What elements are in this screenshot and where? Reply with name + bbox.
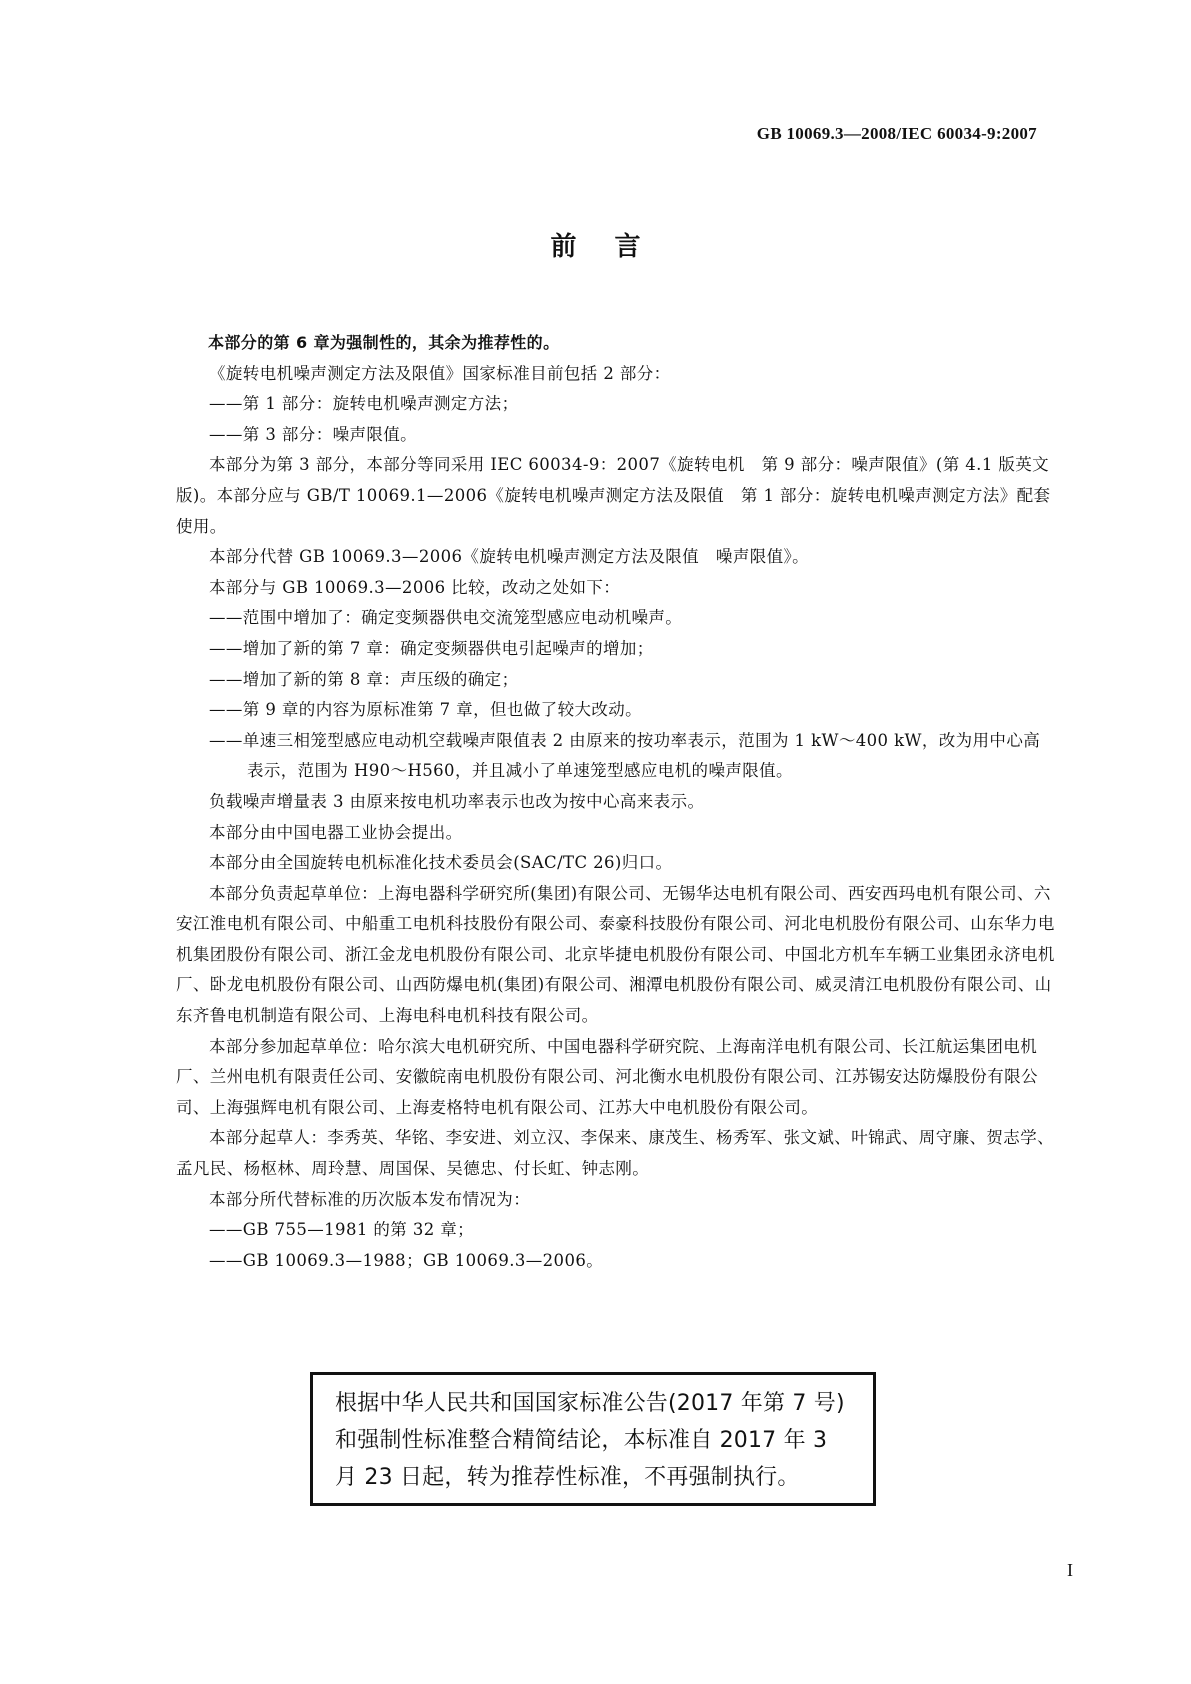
foreword-body xyxy=(176,328,1056,1276)
page-title: 前言 xyxy=(550,232,679,262)
paragraph: 本部分代替 GB 10069.3—2006《旋转电机噪声测定方法及限值 噪声限值》。 xyxy=(209,547,810,567)
paragraph: 本部分与 GB 10069.3—2006 比较，改动之处如下： xyxy=(209,577,621,597)
paragraph: 本部分起草人：李秀英、华铭、李安进、刘立汉、李保来、康茂生、杨秀军、张文斌、叶锦武、周守廉、贺志学、孟凡民、杨枢林、周玲慧、周国保、吴德忠、付长虹、钟志刚。 xyxy=(176,1128,1054,1179)
paragraph: 本部分的第 6 章为强制性的，其余为推荐性的。 xyxy=(208,333,560,352)
list-item: ——第 1 部分：旋转电机噪声测定方法； xyxy=(209,394,519,414)
list-item: ——范围中增加了：确定变频器供电交流笼型感应电动机噪声。 xyxy=(209,608,683,628)
list-item: ——增加了新的第 7 章：确定变频器供电引起噪声的增加； xyxy=(209,638,654,658)
paragraph: 本部分参加起草单位：哈尔滨大电机研究所、中国电器科学研究院、上海南洋电机有限公司、长江航运集团电机厂、兰州电机有限责任公司、安徽皖南电机股份有限公司、河北衡水电机股份有限公司、江苏锡安达防爆股份有限公司、上海强辉电机有限公司、上海麦格特电机有限公司、江苏大中电机股份有限公司。 xyxy=(176,1036,1038,1117)
paragraph: 本部分所代替标准的历次版本发布情况为： xyxy=(209,1189,531,1209)
list-item: ——第 3 部分：噪声限值。 xyxy=(209,424,418,444)
list-item: ——单速三相笼型感应电动机空载噪声限值表 2 由原来的按功率表示，范围为 1 kW～400 kW，改为用中心高表示，范围为 H90～H560，并且减小了单速笼型感应电机的噪声限值。 xyxy=(209,730,1041,781)
paragraph: 本部分由全国旋转电机标准化技术委员会(SAC/TC 26)归口。 xyxy=(209,853,673,873)
paragraph: 《旋转电机噪声测定方法及限值》国家标准目前包括 2 部分： xyxy=(209,363,671,383)
page-number: I xyxy=(1067,1560,1073,1580)
paragraph: 负载噪声增量表 3 由原来按电机功率表示也改为按中心高来表示。 xyxy=(209,791,705,811)
paragraph: 本部分负责起草单位：上海电器科学研究所(集团)有限公司、无锡华达电机有限公司、西安西玛电机有限公司、六安江淮电机有限公司、中船重工电机科技股份有限公司、泰豪科技股份有限公司、河北电机股份有限公司、山东华力电机集团股份有限公司、浙江金龙电机股份有限公司、北京毕捷电机股份有限公司、中国北方机车车辆工业集团永济电机厂、卧龙电机股份有限公司、山西防爆电机(集团)有限公司、湘潭电机股份有限公司、威灵清江电机股份有限公司、山东齐鲁电机制造有限公司、上海电科电机科技有限公司。 xyxy=(176,883,1055,1026)
paragraph: 本部分由中国电器工业协会提出。 xyxy=(209,822,463,842)
paragraph: 本部分为第 3 部分，本部分等同采用 IEC 60034-9：2007《旋转电机 第 9 部分：噪声限值》(第 4.1 版英文版)。本部分应与 GB/T 10069.1—2006《旋转电机噪声测定方法及限值 第 1 部分：旋转电机噪声测定方法》配套使用。 xyxy=(176,455,1051,536)
list-item: ——第 9 章的内容为原标准第 7 章，但也做了较大改动。 xyxy=(209,700,643,720)
list-item: ——GB 755—1981 的第 32 章； xyxy=(209,1220,475,1240)
list-item: ——增加了新的第 8 章：声压级的确定； xyxy=(209,669,519,689)
notice-box: 根据中华人民共和国国家标准公告(2017 年第 7 号)和强制性标准整合精简结论，本标准自 2017 年 3 月 23 日起，转为推荐性标准，不再强制执行。 xyxy=(310,1372,876,1506)
list-item: ——GB 10069.3—1988；GB 10069.3—2006。 xyxy=(209,1250,604,1270)
standard-code: GB 10069.3—2008/IEC 60034-9:2007 xyxy=(756,124,1037,143)
